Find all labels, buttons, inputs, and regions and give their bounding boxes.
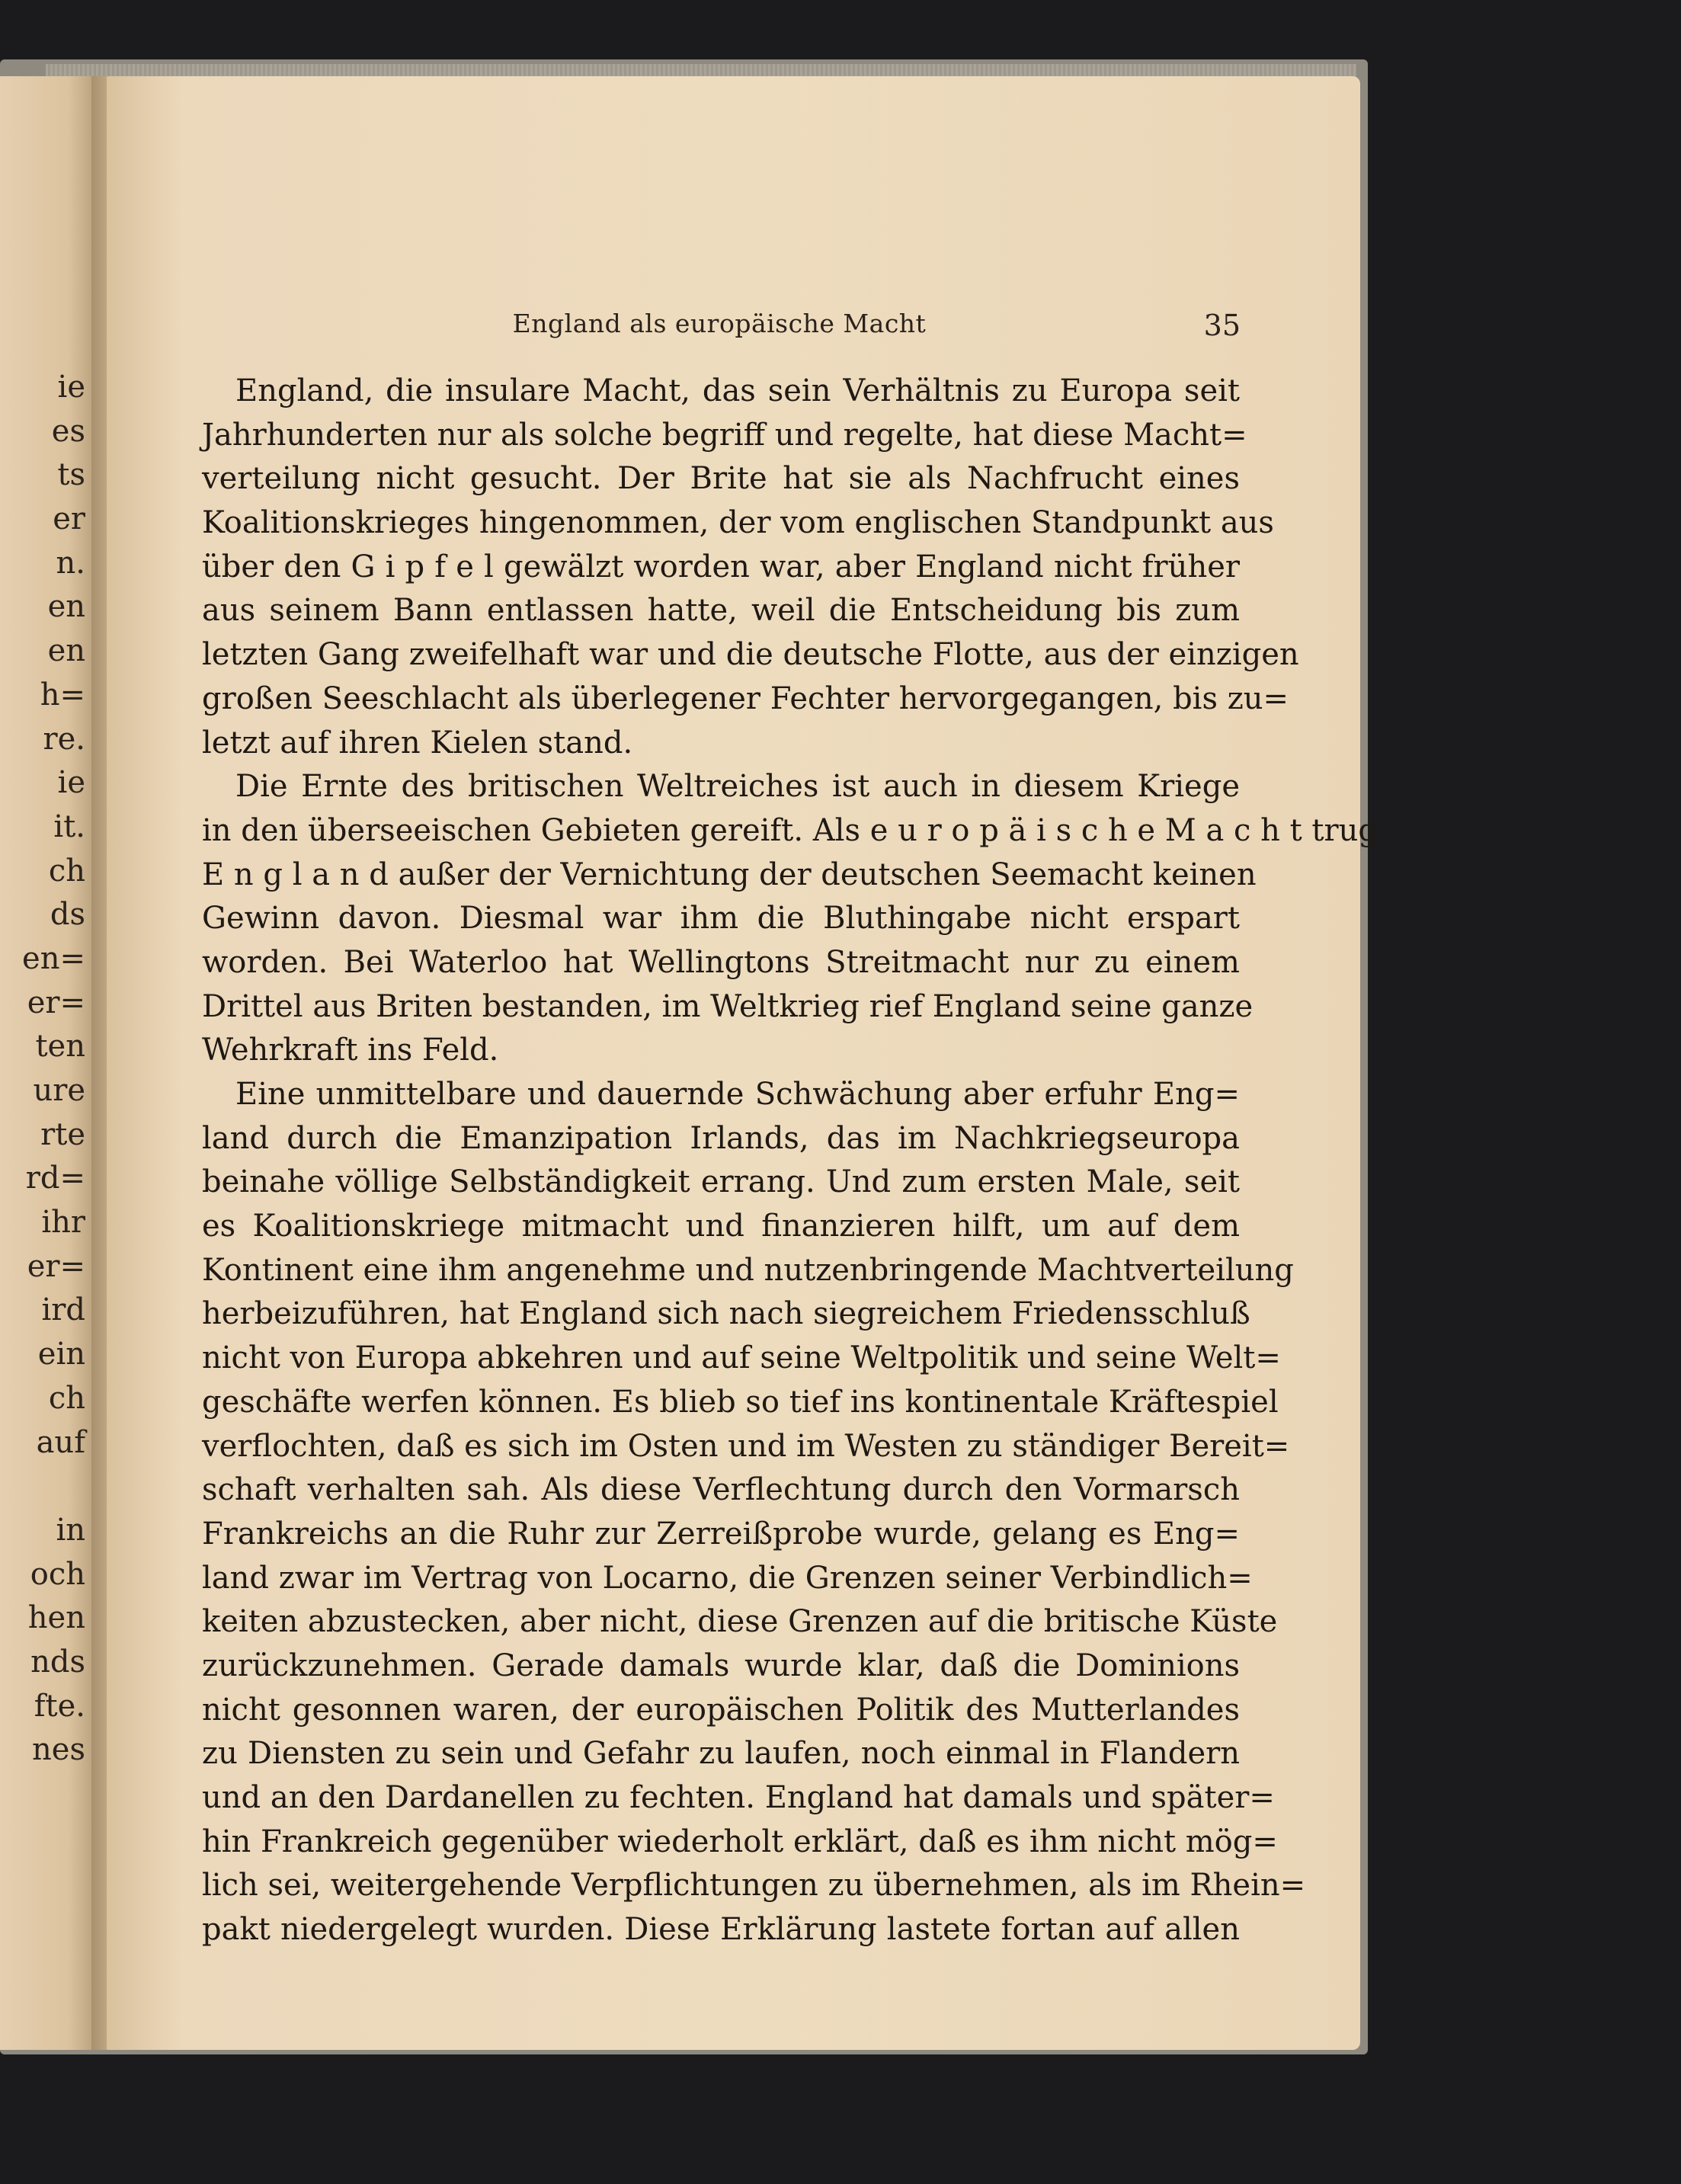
- page-number: 35: [1203, 309, 1241, 342]
- text-line: geschäfte werfen können. Es blieb so tief ins kontinentale Kräftespiel: [202, 1384, 1279, 1420]
- text-line: England, die insulare Macht, das sein Verhältnis zu Europa seit: [235, 373, 1240, 408]
- left-fragment-line: it.: [53, 809, 85, 844]
- text-line: nicht von Europa abkehren und auf seine Weltpolitik und seine Welt=: [202, 1340, 1281, 1376]
- left-fragment-line: ch: [48, 1380, 85, 1416]
- text-line: Wehrkraft ins Feld.: [202, 1033, 499, 1068]
- text-line: aus seinem Bann entlassen hatte, weil die Entscheidung bis zum: [202, 593, 1240, 629]
- text-line: Die Ernte des britischen Weltreiches ist auch in diesem Kriege: [235, 769, 1240, 805]
- text-line: in den überseeischen Gebieten gereift. Als e u r o p ä i s c h e M a c h t trug: [202, 812, 1378, 848]
- left-page: [0, 76, 98, 2050]
- text-line: verteilung nicht gesucht. Der Brite hat sie als Nachfrucht eines: [202, 461, 1240, 497]
- text-line: Kontinent eine ihm angenehme und nutzenbringende Machtverteilung: [202, 1252, 1294, 1288]
- left-fragment-line: ie: [57, 370, 85, 405]
- left-fragment-line: er=: [27, 1248, 85, 1284]
- left-fragment-line: h=: [40, 677, 85, 713]
- left-fragment-line: hen: [27, 1600, 85, 1636]
- right-page: [107, 76, 1378, 2050]
- left-fragment-line: en: [47, 589, 85, 625]
- page-header: [198, 309, 1241, 354]
- body-text: [202, 370, 1378, 1952]
- text-line: land durch die Emanzipation Irlands, das im Nachkriegseuropa: [202, 1120, 1240, 1156]
- text-line: herbeizuführen, hat England sich nach siegreichem Friedensschluß: [202, 1296, 1250, 1332]
- left-fragment-line: ein: [37, 1337, 85, 1372]
- text-line: Gewinn davon. Diesmal war ihm die Bluthingabe nicht erspart: [202, 901, 1240, 937]
- text-line: Koalitionskrieges hingenommen, der vom englischen Standpunkt aus: [202, 505, 1274, 541]
- left-fragment-line: auf: [36, 1424, 85, 1460]
- left-fragment-line: nes: [32, 1732, 85, 1768]
- left-fragment-line: [0, 1465, 85, 1509]
- text-line: es Koalitionskriege mitmacht und finanzieren hilft, um auf dem: [202, 1209, 1240, 1244]
- left-fragment-line: ts: [57, 457, 85, 493]
- left-fragment-line: n.: [56, 545, 85, 581]
- text-line: Frankreichs an die Ruhr zur Zerreißprobe wurde, gelang es Eng=: [202, 1516, 1240, 1552]
- text-line: zu Diensten zu sein und Gefahr zu laufen, noch einmal in Flandern: [202, 1736, 1240, 1772]
- text-line: E n g l a n d außer der Vernichtung der deutschen Seemacht keinen: [202, 857, 1257, 892]
- left-fragment-line: ch: [48, 853, 85, 889]
- text-line: keiten abzustecken, aber nicht, diese Grenzen auf die britische Küste: [202, 1604, 1278, 1640]
- left-fragment-line: en: [47, 633, 85, 669]
- text-line: Jahrhunderten nur als solche begriff und regelte, hat diese Macht=: [202, 417, 1247, 453]
- left-fragment-line: ird: [41, 1292, 85, 1328]
- text-line: pakt niedergelegt wurden. Diese Erklärung lastete fortan auf allen: [202, 1912, 1240, 1948]
- text-line: und an den Dardanellen zu fechten. England hat damals und später=: [202, 1780, 1275, 1815]
- left-fragment-line: ie: [57, 765, 85, 801]
- text-line: großen Seeschlacht als überlegener Fechter hervorgegangen, bis zu=: [202, 680, 1289, 716]
- left-fragment-line: ten: [35, 1029, 85, 1065]
- text-line: verflochten, daß es sich im Osten und im Westen zu ständiger Bereit=: [202, 1428, 1290, 1464]
- left-fragment-line: fte.: [34, 1688, 85, 1724]
- left-fragment-line: rd=: [25, 1161, 85, 1196]
- left-fragment-line: nds: [30, 1644, 85, 1680]
- left-fragment-line: in: [56, 1512, 85, 1548]
- left-fragment-line: en=: [22, 940, 85, 976]
- text-line: zurückzunehmen. Gerade damals wurde klar, daß die Dominions: [202, 1648, 1240, 1683]
- text-line: lich sei, weitergehende Verpflichtungen zu übernehmen, als im Rhein=: [202, 1868, 1306, 1904]
- running-head: England als europäische Macht: [512, 309, 927, 338]
- text-line: worden. Bei Waterloo hat Wellingtons Streitmacht nur zu einem: [202, 944, 1240, 980]
- text-line: letzten Gang zweifelhaft war und die deutsche Flotte, aus der einzigen: [202, 637, 1299, 673]
- text-line: über den G i p f e l gewälzt worden war, aber England nicht früher: [202, 549, 1240, 584]
- text-line: letzt auf ihren Kielen stand.: [202, 725, 633, 761]
- text-line: hin Frankreich gegenüber wiederholt erklärt, daß es ihm nicht mög=: [202, 1824, 1278, 1859]
- text-line: Drittel aus Briten bestanden, im Weltkrieg rief England seine ganze: [202, 988, 1254, 1024]
- left-fragment-line: re.: [43, 721, 85, 757]
- left-fragment-line: rte: [40, 1116, 85, 1152]
- left-fragment-line: ds: [50, 897, 85, 933]
- left-fragment-line: och: [30, 1556, 85, 1592]
- text-line: Eine unmittelbare und dauernde Schwächung aber erfuhr Eng=: [235, 1077, 1240, 1112]
- left-fragment-line: ure: [33, 1073, 85, 1108]
- text-line: nicht gesonnen waren, der europäischen Politik des Mutterlandes: [202, 1692, 1240, 1728]
- left-fragment-line: ihr: [41, 1205, 85, 1241]
- left-fragment-line: es: [51, 413, 85, 449]
- text-line: schaft verhalten sah. Als diese Verflechtung durch den Vormarsch: [202, 1472, 1240, 1508]
- left-fragment-line: er=: [27, 985, 85, 1020]
- text-line: beinahe völlige Selbständigkeit errang. Und zum ersten Male, seit: [202, 1164, 1240, 1200]
- text-line: land zwar im Vertrag von Locarno, die Grenzen seiner Verbindlich=: [202, 1560, 1253, 1596]
- left-page-text-fragments: [0, 366, 85, 1772]
- left-fragment-line: er: [53, 501, 85, 537]
